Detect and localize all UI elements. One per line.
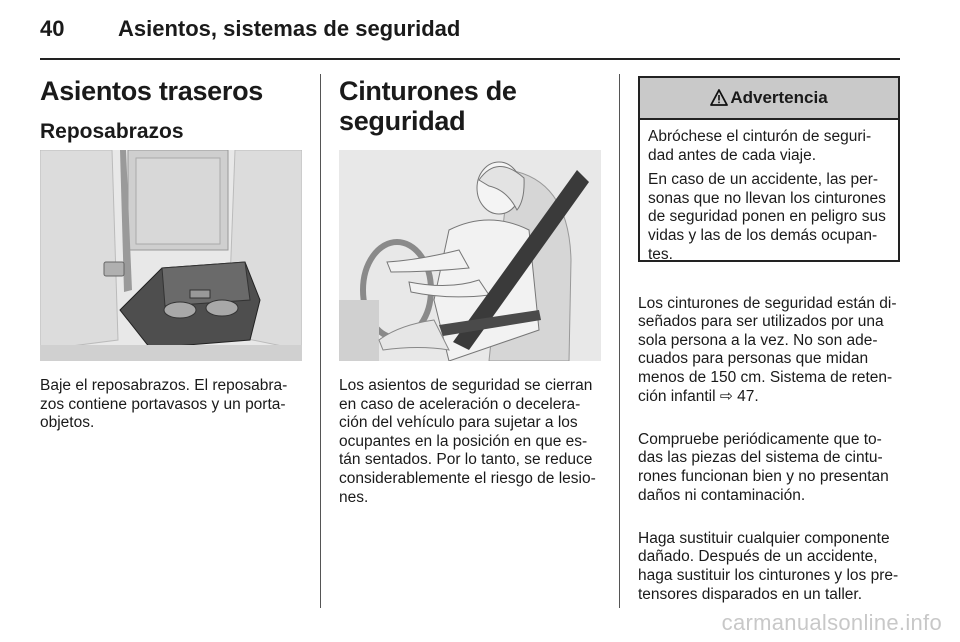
armrest-paragraph: Baje el reposabrazos. El reposabra- zos contiene portavasos y un porta- objetos. <box>40 377 288 432</box>
page-header <box>40 16 900 56</box>
seatbelt-info-paragraph: Haga sustituir cualquier componente dañado. Después de un accidente, haga sustituir los cinturones y los pre- tensores disparados en un taller. <box>638 529 899 603</box>
watermark: carmanualsonline.info <box>721 610 942 635</box>
section-title: Asientos traseros <box>40 76 263 106</box>
warning-triangle-icon <box>710 89 728 106</box>
warning-title: Advertencia <box>730 88 828 107</box>
warning-box <box>638 76 900 262</box>
column-divider <box>320 74 321 608</box>
armrest-illustration <box>40 150 302 361</box>
subsection-title: Reposabrazos <box>40 120 184 143</box>
seatbelt-drawing <box>339 150 601 361</box>
seatbelt-info-paragraph: Los cinturones de seguridad están di- señados para ser utilizados por una sola persona a la vez. No son ade- cuados para personas que midan menos de 150 cm. Sistema de reten- ción infantil ⇨ 47. <box>638 294 897 405</box>
warning-body <box>640 120 898 264</box>
header-rule <box>40 58 900 60</box>
page-number: 40 <box>40 16 65 41</box>
warning-header <box>640 78 898 120</box>
warning-paragraph: En caso de un accidente, las per- sonas que no llevan los cinturones de seguridad ponen en peligro sus vidas y las de los demás ocupan- tes. <box>648 171 886 263</box>
seatbelt-info-paragraph: Compruebe periódicamente que to- das las piezas del sistema de cintu- rones funcionan bien y no presentan daños ni contaminación. <box>638 430 889 504</box>
running-title: Asientos, sistemas de seguridad <box>118 16 461 41</box>
column-divider <box>619 74 620 608</box>
section-title: Cinturones de seguridad <box>339 76 517 136</box>
armrest-drawing <box>40 150 302 361</box>
seatbelt-illustration <box>339 150 601 361</box>
warning-paragraph: Abróchese el cinturón de seguri- dad antes de cada viaje. <box>648 128 872 164</box>
seatbelt-info-text <box>638 276 908 629</box>
seatbelt-paragraph: Los asientos de seguridad se cierran en caso de aceleración o decelera- ción del vehículo para sujetar a los ocupantes en la posición en que es- tán sentados. Por lo tanto, se reduce considerablemente el riesgo de lesio- nes. <box>339 377 596 506</box>
